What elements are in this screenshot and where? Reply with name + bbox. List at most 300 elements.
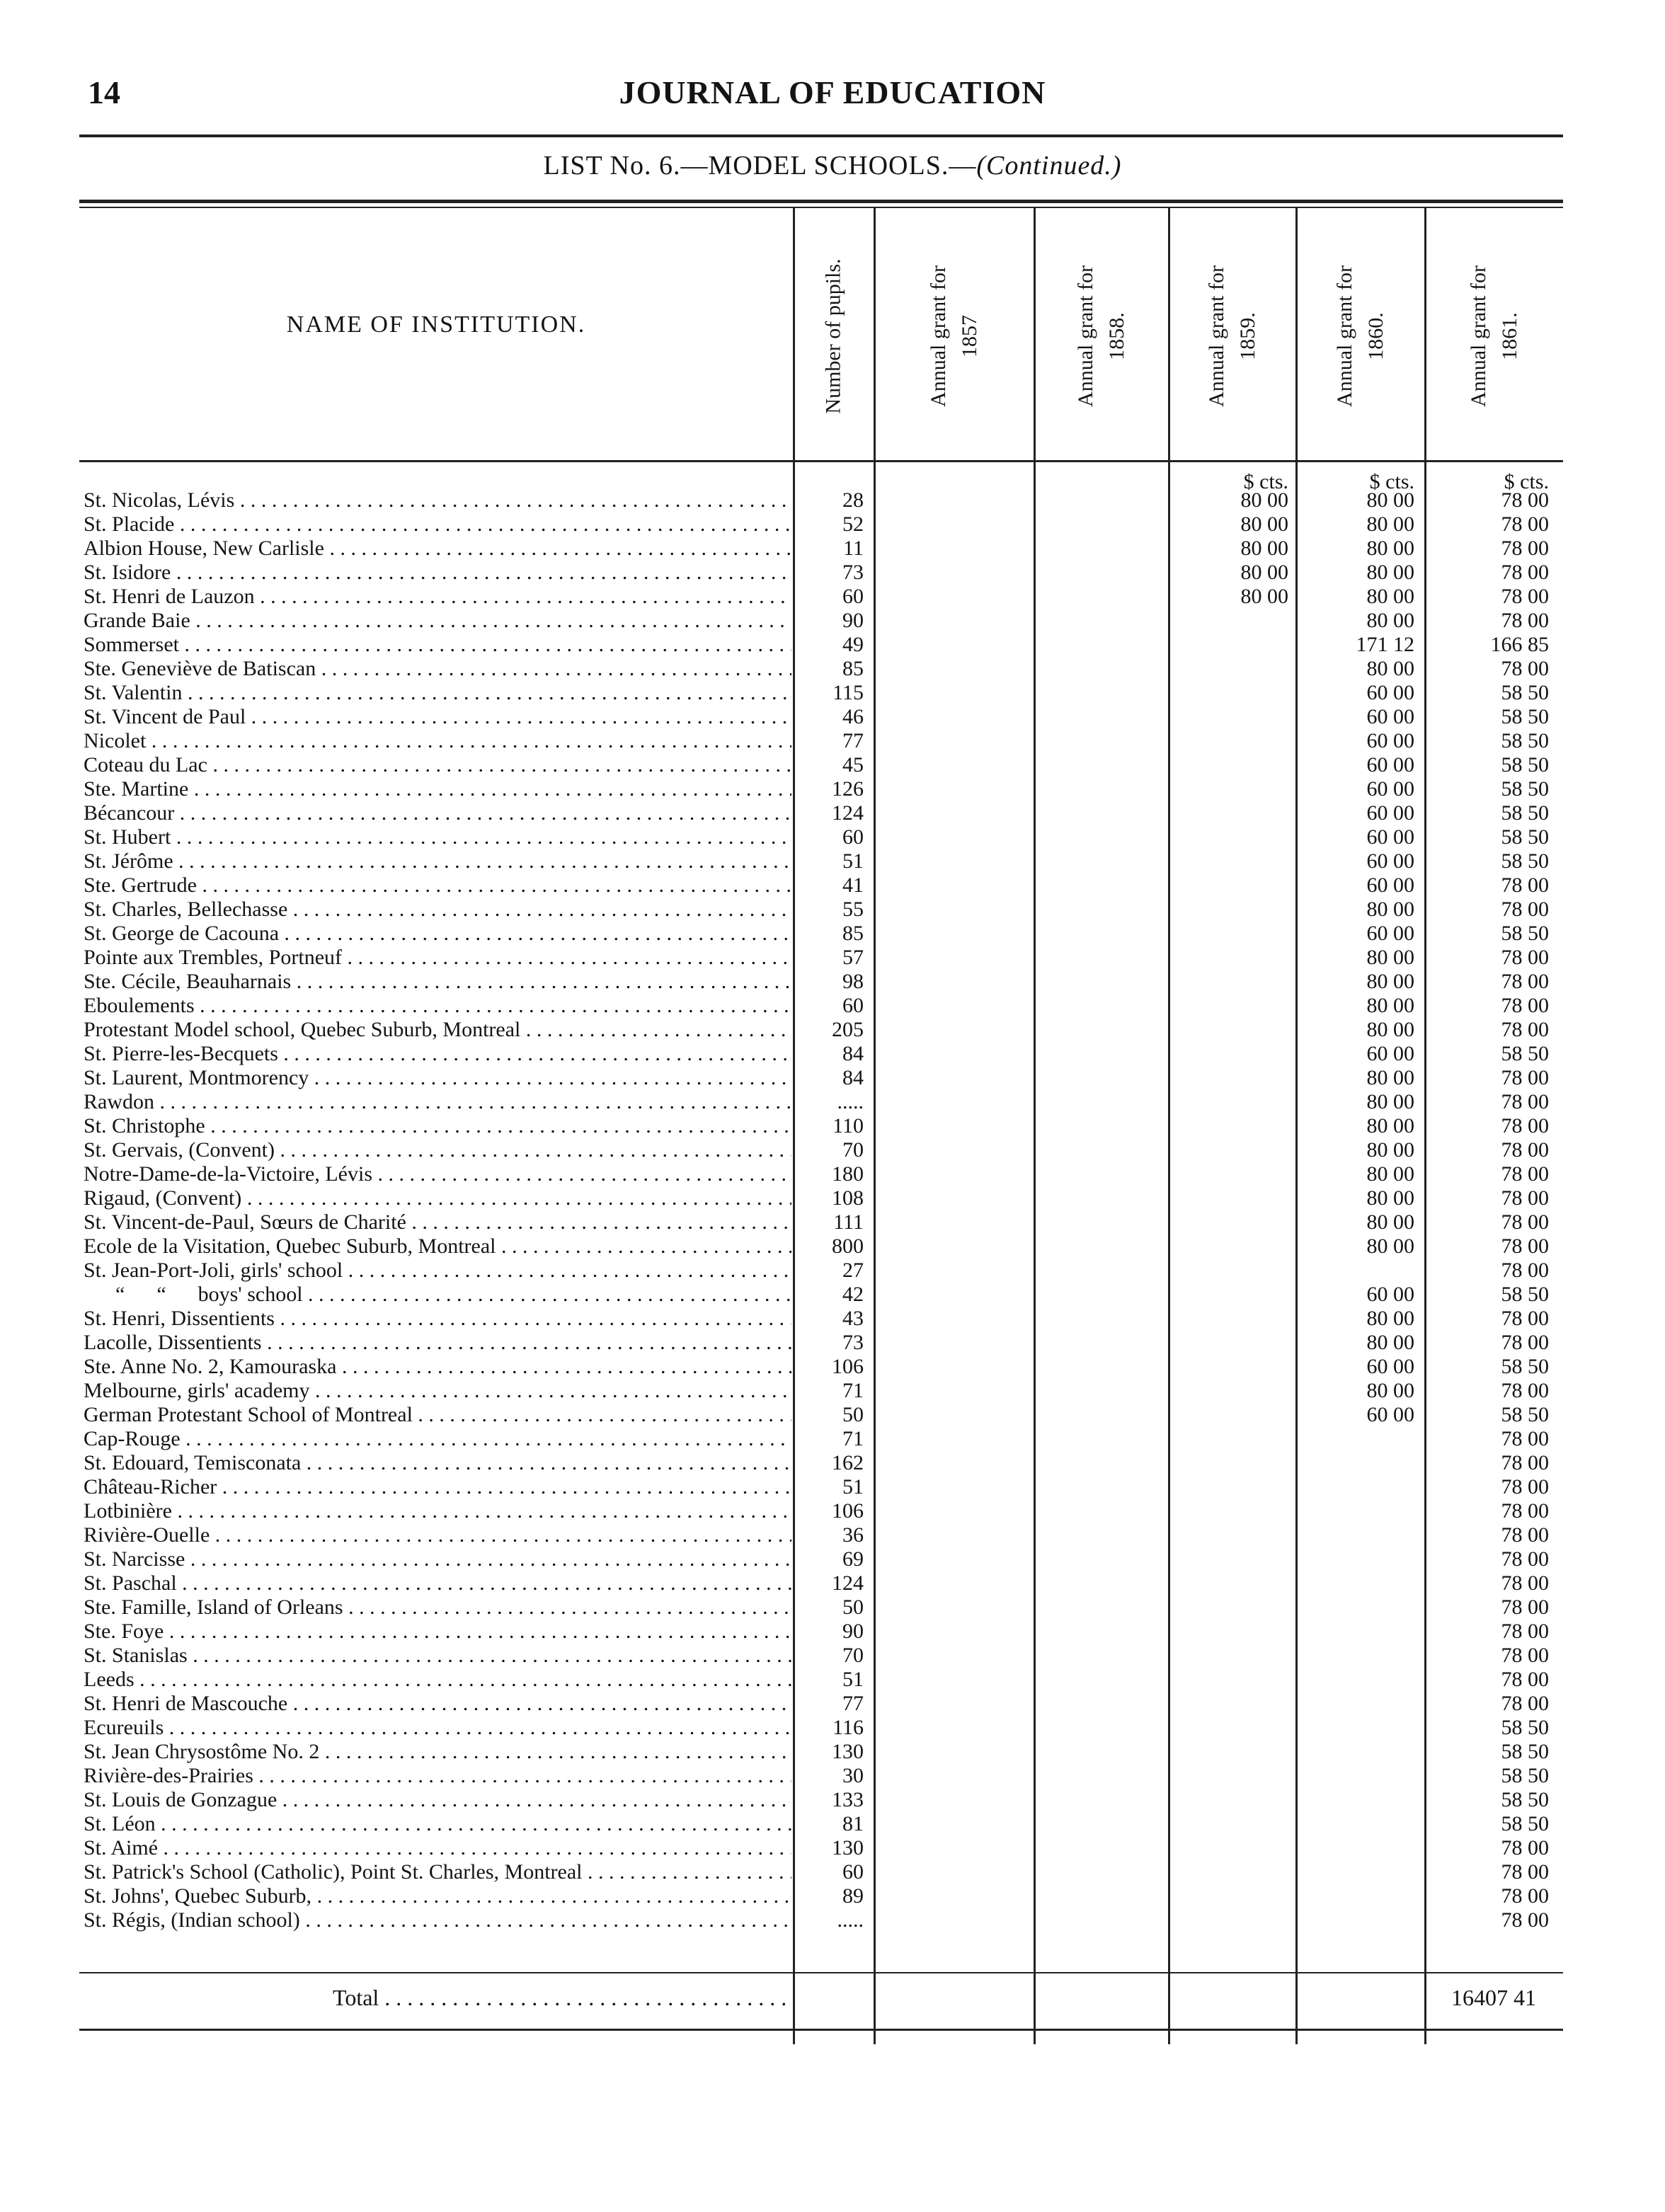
grant-1860: 60 00 [1366, 681, 1414, 704]
institution-name: St. Valentin . . . [84, 681, 791, 705]
column-header-1857-line1: Annual grant for [927, 265, 950, 407]
table-row [0, 1162, 1665, 1186]
table-row [0, 1090, 1665, 1114]
pupils-count: 70 [842, 1644, 864, 1667]
table-row [0, 898, 1665, 922]
institution-name: St. Paschal . . . [84, 1571, 791, 1595]
pupils-count: 98 [842, 970, 864, 993]
grant-1859: 80 00 [1240, 585, 1288, 608]
grant-1861: 78 00 [1501, 1018, 1549, 1041]
grant-1860: 60 00 [1366, 849, 1414, 873]
journal-title: JOURNAL OF EDUCATION [619, 74, 1046, 110]
table-row [0, 585, 1665, 609]
pupils-count: 70 [842, 1138, 864, 1162]
grant-1861: 58 50 [1501, 1740, 1549, 1763]
grant-1860: 60 00 [1366, 1042, 1414, 1065]
table-row [0, 1042, 1665, 1066]
pupils-count: 51 [842, 849, 864, 873]
grant-1860: 80 00 [1366, 1379, 1414, 1402]
table-row [0, 1764, 1665, 1788]
institution-name: St. Narcisse . . . [84, 1547, 791, 1571]
grant-1860: 60 00 [1366, 1283, 1414, 1306]
pupils-count: ..... [837, 1908, 864, 1932]
table-row [0, 873, 1665, 898]
grant-1860: 60 00 [1366, 825, 1414, 849]
grant-1860: 80 00 [1366, 488, 1414, 512]
grant-1861: 78 00 [1501, 1644, 1549, 1667]
table-row [0, 681, 1665, 705]
column-header-1860-line1: Annual grant for [1333, 265, 1356, 407]
grant-1861: 78 00 [1501, 873, 1549, 897]
pupils-count: 52 [842, 512, 864, 536]
grant-1860: 80 00 [1366, 657, 1414, 680]
pupils-count: ..... [837, 1090, 864, 1113]
table-row [0, 1571, 1665, 1595]
grant-1861: 78 00 [1501, 609, 1549, 632]
grant-1861: 58 50 [1501, 753, 1549, 777]
pupils-count: 162 [832, 1451, 864, 1474]
institution-name: St. Patrick's School (Catholic), Point St. Charles, Montreal . . . [84, 1860, 791, 1884]
table-row [0, 609, 1665, 633]
pupils-count: 30 [842, 1764, 864, 1787]
column-header-1860-line2: 1860. [1364, 312, 1388, 360]
grant-1861: 78 00 [1501, 1908, 1549, 1932]
table-row [0, 1355, 1665, 1379]
pupils-count: 116 [832, 1716, 864, 1739]
grant-1860: 80 00 [1366, 1066, 1414, 1089]
table-row [0, 633, 1665, 657]
institution-name: St. Laurent, Montmorency . . . [84, 1066, 791, 1090]
pupils-count: 42 [842, 1283, 864, 1306]
institution-name: Château-Richer . . . [84, 1475, 791, 1499]
table-row [0, 1138, 1665, 1162]
column-header-1858 [1036, 219, 1167, 453]
pupils-count: 27 [842, 1259, 864, 1282]
institution-name: St. Henri, Dissentients . . . [84, 1307, 791, 1331]
grant-1861: 78 00 [1501, 1451, 1549, 1474]
institution-name: Albion House, New Carlisle . . . [84, 537, 791, 561]
grant-1861: 78 00 [1501, 1234, 1549, 1258]
institution-name: St. Johns', Quebec Suburb, . . . [84, 1884, 791, 1908]
table-row [0, 849, 1665, 873]
institution-name: Ste. Foye . . . [84, 1620, 791, 1644]
total-label: Total . . . [333, 1985, 793, 2011]
header-rule [79, 134, 1563, 137]
institution-name: Ste. Martine . . . [84, 777, 791, 801]
pupils-count: 77 [842, 729, 864, 752]
grant-1861: 78 00 [1501, 1114, 1549, 1137]
grant-1860: 80 00 [1366, 537, 1414, 560]
pupils-count: 49 [842, 633, 864, 656]
pupils-count: 106 [832, 1499, 864, 1523]
institution-name: Ste. Famille, Island of Orleans . . . [84, 1595, 791, 1620]
institution-name: St. Vincent de Paul . . . [84, 705, 791, 729]
table-row [0, 657, 1665, 681]
institution-name: St. George de Cacouna . . . [84, 922, 791, 946]
grant-1859: 80 00 [1240, 537, 1288, 560]
pupils-count: 51 [842, 1475, 864, 1498]
table-row [0, 705, 1665, 729]
table-row [0, 1427, 1665, 1451]
column-header-1861-line1: Annual grant for [1467, 265, 1490, 407]
grant-1861: 78 00 [1501, 1162, 1549, 1186]
unit-label-1859: $ cts. [1243, 470, 1288, 493]
institution-name: Ste. Geneviève de Batiscan . . . [84, 657, 791, 681]
institution-name: Lotbinière . . . [84, 1499, 791, 1523]
pupils-count: 45 [842, 753, 864, 777]
pupils-count: 60 [842, 994, 864, 1017]
grant-1861: 78 00 [1501, 946, 1549, 969]
institution-name: Grande Baie . . . [84, 609, 791, 633]
grant-1861: 78 00 [1501, 1427, 1549, 1450]
grant-1861: 58 50 [1501, 801, 1549, 825]
institution-name: St. Léon . . . [84, 1812, 791, 1836]
institution-name: Ste. Anne No. 2, Kamouraska . . . [84, 1355, 791, 1379]
grant-1861: 78 00 [1501, 898, 1549, 921]
grant-1861: 78 00 [1501, 1860, 1549, 1884]
table-body [0, 488, 1665, 1932]
pupils-count: 90 [842, 609, 864, 632]
institution-name: Leeds . . . [84, 1668, 791, 1692]
grant-1859: 80 00 [1240, 488, 1288, 512]
grant-1860: 80 00 [1366, 609, 1414, 632]
table-row [0, 1114, 1665, 1138]
grant-1861: 58 50 [1501, 1042, 1549, 1065]
pupils-count: 69 [842, 1547, 864, 1571]
grant-1861: 58 50 [1501, 1716, 1549, 1739]
grant-1860: 60 00 [1366, 705, 1414, 728]
institution-name: St. Placide . . . [84, 512, 791, 537]
table-row [0, 1210, 1665, 1234]
grant-1860: 80 00 [1366, 1210, 1414, 1234]
grant-1860: 80 00 [1366, 946, 1414, 969]
institution-name: Rigaud, (Convent) . . . [84, 1186, 791, 1210]
pupils-count: 84 [842, 1066, 864, 1089]
institution-name: Ecureuils . . . [84, 1716, 791, 1740]
pupils-count: 50 [842, 1403, 864, 1426]
institution-name: St. Gervais, (Convent) . . . [84, 1138, 791, 1162]
grant-1861: 78 00 [1501, 1668, 1549, 1691]
institution-name: Lacolle, Dissentients . . . [84, 1331, 791, 1355]
pupils-count: 205 [832, 1018, 864, 1041]
table-row [0, 1547, 1665, 1571]
grant-1861: 166 85 [1490, 633, 1549, 656]
page-number: 14 [88, 74, 120, 110]
table-row [0, 1692, 1665, 1716]
institution-name: Sommerset . . . [84, 633, 791, 657]
pupils-count: 115 [832, 681, 864, 704]
table-row [0, 488, 1665, 512]
pupils-count: 77 [842, 1692, 864, 1715]
table-row [0, 1884, 1665, 1908]
grant-1860: 80 00 [1366, 970, 1414, 993]
institution-name: Notre-Dame-de-la-Victoire, Lévis . . . [84, 1162, 791, 1186]
grant-1861: 58 50 [1501, 922, 1549, 945]
grant-1860: 80 00 [1366, 512, 1414, 536]
institution-name: Ste. Gertrude . . . [84, 873, 791, 898]
table-row [0, 922, 1665, 946]
grant-1860: 80 00 [1366, 585, 1414, 608]
grant-1860: 80 00 [1366, 1138, 1414, 1162]
grant-1861: 78 00 [1501, 1210, 1549, 1234]
grant-1861: 58 50 [1501, 777, 1549, 801]
column-header-1857 [876, 219, 1032, 453]
grant-1860: 60 00 [1366, 922, 1414, 945]
pupils-count: 108 [832, 1186, 864, 1210]
pupils-count: 90 [842, 1620, 864, 1643]
table-row [0, 729, 1665, 753]
table-row [0, 1620, 1665, 1644]
table-row [0, 1331, 1665, 1355]
table-row [0, 1644, 1665, 1668]
table-row [0, 1836, 1665, 1860]
grant-1861: 78 00 [1501, 537, 1549, 560]
pupils-count: 73 [842, 561, 864, 584]
pupils-count: 11 [843, 537, 864, 560]
table-row [0, 753, 1665, 777]
grant-1861: 78 00 [1501, 1595, 1549, 1619]
column-header-pupils [796, 219, 872, 453]
grant-1861: 78 00 [1501, 1090, 1549, 1113]
grant-1861: 78 00 [1501, 657, 1549, 680]
grant-1861: 58 50 [1501, 1403, 1549, 1426]
column-header-1861-line2: 1861. [1498, 312, 1521, 360]
grant-1861: 58 50 [1501, 705, 1549, 728]
institution-name: Ecole de la Visitation, Quebec Suburb, Montreal . . . [84, 1234, 791, 1259]
grant-1859: 80 00 [1240, 561, 1288, 584]
grant-1861: 78 00 [1501, 1523, 1549, 1547]
institution-name: Cap-Rouge . . . [84, 1427, 791, 1451]
institution-name: Rivière-des-Prairies . . . [84, 1764, 791, 1788]
table-row [0, 1283, 1665, 1307]
grant-1860: 60 00 [1366, 1403, 1414, 1426]
total-value-1861: 16407 41 [1451, 1985, 1536, 2010]
grant-1861: 78 00 [1501, 1138, 1549, 1162]
grant-1861: 78 00 [1501, 1571, 1549, 1595]
grant-1860: 60 00 [1366, 729, 1414, 752]
pupils-count: 71 [842, 1427, 864, 1450]
list-title [0, 150, 1665, 181]
grant-1860: 80 00 [1366, 994, 1414, 1017]
institution-name: St. Edouard, Temisconata . . . [84, 1451, 791, 1475]
institution-name: Rawdon . . . [84, 1090, 791, 1114]
grant-1860: 80 00 [1366, 898, 1414, 921]
grant-1860: 80 00 [1366, 561, 1414, 584]
grant-1861: 78 00 [1501, 1499, 1549, 1523]
grant-1861: 78 00 [1501, 585, 1549, 608]
grant-1860: 171 12 [1356, 633, 1414, 656]
grant-1860: 80 00 [1366, 1090, 1414, 1113]
grant-1860: 60 00 [1366, 753, 1414, 777]
grant-1861: 78 00 [1501, 1620, 1549, 1643]
pupils-count: 36 [842, 1523, 864, 1547]
grant-1861: 78 00 [1501, 512, 1549, 536]
column-header-1857-line2: 1857 [958, 315, 981, 357]
list-title-continued: (Continued.) [976, 151, 1122, 180]
institution-name: Coteau du Lac . . . [84, 753, 791, 777]
grant-1861: 78 00 [1501, 1379, 1549, 1402]
pupils-count: 81 [842, 1812, 864, 1835]
grant-1861: 58 50 [1501, 1283, 1549, 1306]
institution-name: St. Stanislas . . . [84, 1644, 791, 1668]
pupils-count: 43 [842, 1307, 864, 1330]
unit-label-1860: $ cts. [1369, 470, 1414, 493]
table-row [0, 1716, 1665, 1740]
pupils-count: 85 [842, 657, 864, 680]
pupils-count: 71 [842, 1379, 864, 1402]
grant-1861: 78 00 [1501, 970, 1549, 993]
table-row [0, 1066, 1665, 1090]
table-row [0, 537, 1665, 561]
institution-name: Ste. Cécile, Beauharnais . . . [84, 970, 791, 994]
institution-name: St. Louis de Gonzague . . . [84, 1788, 791, 1812]
grant-1860: 80 00 [1366, 1186, 1414, 1210]
pupils-count: 124 [832, 1571, 864, 1595]
pupils-count: 84 [842, 1042, 864, 1065]
grant-1860: 80 00 [1366, 1018, 1414, 1041]
table-top-rule [79, 200, 1563, 203]
pupils-count: 130 [832, 1740, 864, 1763]
column-header-1859-line2: 1859. [1236, 312, 1259, 360]
grant-1861: 58 50 [1501, 825, 1549, 849]
grant-1861: 78 00 [1501, 1307, 1549, 1330]
grant-1861: 58 50 [1501, 1764, 1549, 1787]
table-row [0, 1812, 1665, 1836]
pupils-count: 126 [832, 777, 864, 801]
pupils-count: 60 [842, 825, 864, 849]
institution-name: “ “ boys' school . . . [84, 1283, 791, 1307]
institution-name: St. Hubert . . . [84, 825, 791, 849]
pupils-count: 180 [832, 1162, 864, 1186]
table-top-rule-thin [79, 207, 1563, 208]
pupils-count: 89 [842, 1884, 864, 1908]
grant-1861: 78 00 [1501, 1259, 1549, 1282]
grant-1860: 60 00 [1366, 873, 1414, 897]
grant-1861: 58 50 [1501, 729, 1549, 752]
table-row [0, 1740, 1665, 1764]
pupils-count: 50 [842, 1595, 864, 1619]
grant-1860: 60 00 [1366, 801, 1414, 825]
column-header-name: NAME OF INSTITUTION. [286, 311, 586, 338]
pupils-count: 55 [842, 898, 864, 921]
column-header-1859-line1: Annual grant for [1205, 265, 1228, 407]
grant-1860: 80 00 [1366, 1114, 1414, 1137]
table-row [0, 1403, 1665, 1427]
pupils-count: 60 [842, 585, 864, 608]
table-row [0, 1499, 1665, 1523]
pupils-count: 51 [842, 1668, 864, 1691]
institution-name: St. Nicolas, Lévis . . . [84, 488, 791, 512]
table-row [0, 825, 1665, 849]
grant-1860: 60 00 [1366, 777, 1414, 801]
institution-name: St. Vincent-de-Paul, Sœurs de Charité . . . [84, 1210, 791, 1234]
grant-1860: 80 00 [1366, 1234, 1414, 1258]
total-bottom-rule [79, 2029, 1563, 2031]
table-row [0, 1379, 1665, 1403]
table-row [0, 1595, 1665, 1620]
table-row [0, 1908, 1665, 1932]
table-row [0, 1186, 1665, 1210]
table-row [0, 1523, 1665, 1547]
list-title-main: LIST No. 6.—MODEL SCHOOLS.— [543, 151, 977, 180]
table-row [0, 1788, 1665, 1812]
column-header-pupils-label: Number of pupils. [822, 258, 846, 414]
table-row [0, 946, 1665, 970]
pupils-count: 28 [842, 488, 864, 512]
column-header-1861 [1427, 219, 1562, 453]
pupils-count: 110 [832, 1114, 864, 1137]
institution-name: Eboulements . . . [84, 994, 791, 1018]
institution-name: St. Isidore . . . [84, 561, 791, 585]
pupils-count: 130 [832, 1836, 864, 1859]
pupils-count: 57 [842, 946, 864, 969]
institution-name: St. Henri de Lauzon . . . [84, 585, 791, 609]
institution-name: German Protestant School of Montreal . . . [84, 1403, 791, 1427]
institution-name: St. Jérôme . . . [84, 849, 791, 873]
institution-name: Rivière-Ouelle . . . [84, 1523, 791, 1547]
pupils-count: 85 [842, 922, 864, 945]
table-row [0, 970, 1665, 994]
institution-name: St. Aimé . . . [84, 1836, 791, 1860]
column-header-1859 [1171, 219, 1294, 453]
table-row [0, 1860, 1665, 1884]
institution-name: St. Pierre-les-Becquets . . . [84, 1042, 791, 1066]
institution-name: St. Charles, Bellechasse . . . [84, 898, 791, 922]
grant-1861: 78 00 [1501, 561, 1549, 584]
institution-name: Nicolet . . . [84, 729, 791, 753]
grant-1860: 80 00 [1366, 1307, 1414, 1330]
pupils-count: 73 [842, 1331, 864, 1354]
grant-1861: 78 00 [1501, 1884, 1549, 1908]
table-row [0, 1018, 1665, 1042]
column-header-1858-line2: 1858. [1105, 312, 1128, 360]
table-row [0, 1451, 1665, 1475]
table-row [0, 1668, 1665, 1692]
institution-name: Protestant Model school, Quebec Suburb, Montreal . . . [84, 1018, 791, 1042]
grant-1861: 78 00 [1501, 488, 1549, 512]
header-bottom-rule [79, 460, 1563, 462]
institution-name: Bécancour . . . [84, 801, 791, 825]
column-header-1858-line1: Annual grant for [1074, 265, 1097, 407]
institution-name: St. Jean Chrysostôme No. 2 . . . [84, 1740, 791, 1764]
institution-name: St. Régis, (Indian school) . . . [84, 1908, 791, 1932]
table-row [0, 801, 1665, 825]
grant-1861: 78 00 [1501, 1475, 1549, 1498]
pupils-count: 124 [832, 801, 864, 825]
table-row [0, 1234, 1665, 1259]
table-row [0, 1307, 1665, 1331]
grant-1861: 78 00 [1501, 994, 1549, 1017]
total-top-rule [79, 1972, 1563, 1973]
pupils-count: 60 [842, 1860, 864, 1884]
grant-1861: 78 00 [1501, 1186, 1549, 1210]
grant-1861: 58 50 [1501, 849, 1549, 873]
pupils-count: 111 [833, 1210, 864, 1234]
institution-name: St. Henri de Mascouche . . . [84, 1692, 791, 1716]
grant-1860: 80 00 [1366, 1331, 1414, 1354]
grant-1860: 80 00 [1366, 1162, 1414, 1186]
table-row [0, 1475, 1665, 1499]
grant-1861: 78 00 [1501, 1331, 1549, 1354]
grant-1861: 78 00 [1501, 1547, 1549, 1571]
pupils-count: 800 [832, 1234, 864, 1258]
grant-1859: 80 00 [1240, 512, 1288, 536]
grant-1861: 58 50 [1501, 1355, 1549, 1378]
institution-name: Pointe aux Trembles, Portneuf . . . [84, 946, 791, 970]
pupils-count: 46 [842, 705, 864, 728]
institution-name: St. Christophe . . . [84, 1114, 791, 1138]
grant-1860: 60 00 [1366, 1355, 1414, 1378]
